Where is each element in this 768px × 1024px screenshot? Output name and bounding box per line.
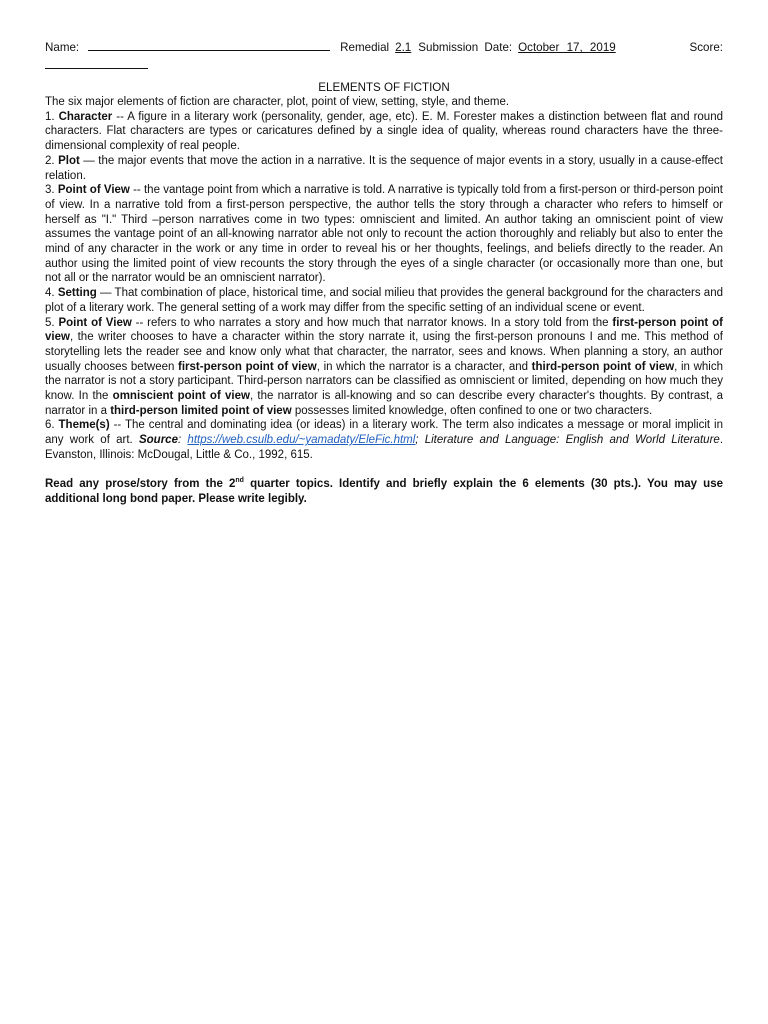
item-bold-term: third-person point of view xyxy=(531,360,675,373)
source-citation: . Evanston, Illinois: McDougal, Little & Co., 1992, 615. xyxy=(45,434,724,461)
source-link[interactable]: https://web.csulb.edu/~yamadaty/EleFic.html xyxy=(187,434,416,447)
item-bold-term: first-person point of view xyxy=(178,360,317,373)
name-label: Name: xyxy=(45,41,80,54)
submission-date-value: October 17, 2019 xyxy=(518,41,616,54)
item-term: Theme(s) xyxy=(58,419,110,432)
item-number: 3. xyxy=(45,184,58,197)
item-text: , the narrator is all-knowing and so can describe every character's thoughts. By contrast, a narrator in a xyxy=(45,390,723,417)
item-number: 1. xyxy=(45,110,59,123)
instructions-text: quarter topics. Identify and briefly explain the 6 elements (30 pts.). You may use additional long bond paper. Please write legibly. xyxy=(45,478,723,505)
element-item-plot xyxy=(45,154,723,183)
element-item-character xyxy=(45,110,723,154)
item-text: -- The central and dominating idea (or ideas) in a literary work. The term also indicates a message or moral implicit in any work of art. xyxy=(45,419,723,447)
instructions-paragraph xyxy=(45,477,723,506)
item-text: -- A figure in a literary work (personality, gender, age, etc). E. M. Forester makes a distinction between flat and round characters. Flat characters are types or caricatures defined by a single idea of quality, whereas round characters have the three-dimensional complexity of real people. xyxy=(45,110,723,153)
item-text: -- refers to who narrates a story and how much that narrator knows. In a story told from the xyxy=(131,316,613,329)
item-term: Setting xyxy=(57,287,97,300)
remedial-label: Remedial xyxy=(340,41,390,54)
name-blank-line[interactable] xyxy=(88,38,330,51)
item-text: , in which the narrator is not a story participant. Third-person narrators can be classified as omniscient or limited, depending on how much they know. In the xyxy=(45,360,723,403)
score-blank-row xyxy=(45,56,723,72)
item-text: possesses limited knowledge, often confined to one or two characters. xyxy=(291,404,653,417)
score-blank-line[interactable] xyxy=(45,56,148,69)
item-term: Point of View xyxy=(58,316,132,329)
remedial-value: 2.1 xyxy=(395,41,412,54)
item-number: 2. xyxy=(45,154,59,167)
element-item-theme xyxy=(45,418,723,462)
source-colon: : xyxy=(177,434,188,447)
item-term: Point of View xyxy=(57,184,130,197)
element-item-setting xyxy=(45,286,723,315)
item-text: , the writer chooses to have a character within the story narrate it, using the first-person pronouns I and me. This method of storytelling lets the reader see and know only what that character, the narrator, sees and knows. When planning a story, an author usually chooses between xyxy=(45,331,723,373)
source-title: ; Literature and Language: English and World Literature xyxy=(415,434,720,447)
item-term: Character xyxy=(58,110,113,123)
item-text: — the major events that move the action in a narrative. It is the sequence of major events in a story, usually in a cause-effect relation. xyxy=(45,154,724,182)
submission-date-label: Submission Date: xyxy=(418,41,513,54)
element-item-point-of-view-2 xyxy=(45,316,723,419)
source-label: Source xyxy=(138,434,178,447)
item-number: 4. xyxy=(45,287,58,300)
ordinal-suffix: nd xyxy=(235,477,244,485)
item-text: -- the vantage point from which a narrative is told. A narrative is typically told from a first-person or third-person point of view. In a narrative told from a first-person perspective, the author tells the story through a character who refers to himself or herself as "I." Third –person narratives come in two types: omniscient and limited. An author taking an omniscient point of view assumes the vantage point of an all-knowing narrator able not only to recount the action thoroughly and reliably but also to enter the mind of any character in the work or any time in order to reveal his or her thoughts, feelings, and beliefs directly to the reader. An author using the limited point of view recounts the story through the eyes of a single character (or occasionally more than one, but not all or the narrator would be an omniscient narrator). xyxy=(45,184,723,285)
score-label: Score: xyxy=(689,41,723,54)
item-bold-term: first-person point of view xyxy=(45,316,723,344)
item-text: — That combination of place, historical time, and social milieu that provides the general background for the characters and plot of a literary work. The general setting of a work may differ from the specific setting of an individual scene or event. xyxy=(45,287,723,314)
item-term: Plot xyxy=(58,154,80,167)
header-line xyxy=(45,38,723,56)
instructions-text: Read any prose/story from the 2 xyxy=(45,478,236,491)
item-bold-term: third-person limited point of view xyxy=(110,404,292,417)
page-title: ELEMENTS OF FICTION xyxy=(318,81,450,94)
item-number: 6. xyxy=(45,419,59,432)
document-body xyxy=(45,95,723,463)
item-text: , in which the narrator is a character, and xyxy=(316,360,532,373)
intro-paragraph: The six major elements of fiction are character, plot, point of view, setting, style, and theme. xyxy=(45,96,510,108)
element-item-point-of-view xyxy=(45,183,723,286)
item-bold-term: omniscient point of view xyxy=(112,390,250,403)
item-number: 5. xyxy=(45,316,59,329)
